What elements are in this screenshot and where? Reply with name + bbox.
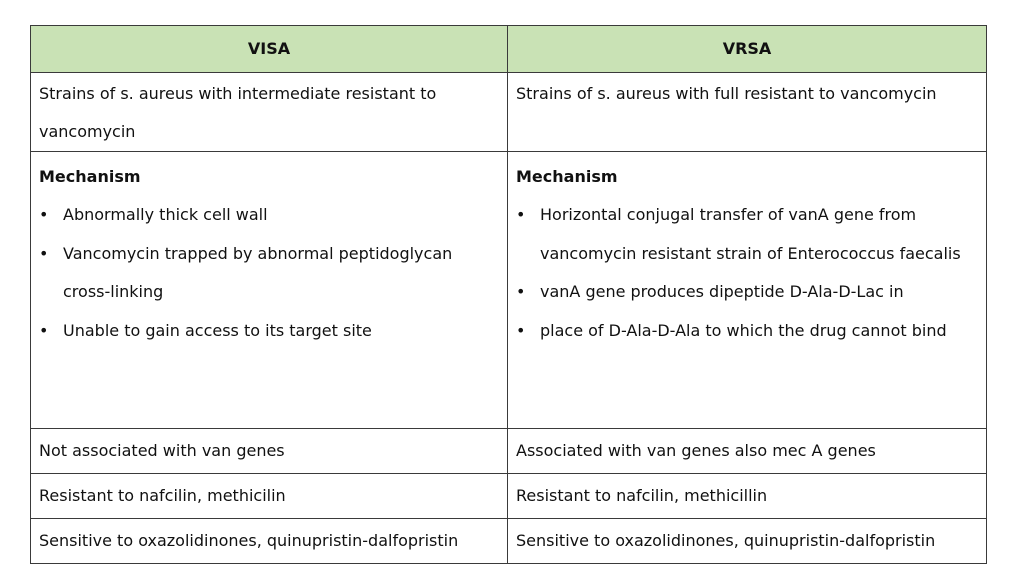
header-visa: VISA xyxy=(31,26,508,73)
cell-vrsa-mechanism xyxy=(508,152,987,429)
table-row-mechanism xyxy=(31,152,987,429)
mechanism-title: Mechanism xyxy=(516,167,618,186)
list-item xyxy=(39,312,499,351)
bullet-icon: • xyxy=(39,205,49,224)
bullet-icon: • xyxy=(39,243,49,263)
mechanism-list-vrsa xyxy=(516,196,978,350)
cell-text: Strains of s. aureus with full resistant to vancomycin xyxy=(516,84,937,103)
cell-visa-van-genes: Not associated with van genes xyxy=(31,429,508,474)
cell-visa-sensitivity: Sensitive to oxazolidinones, quinupristin-dalfopristin xyxy=(31,519,508,564)
bullet-icon: • xyxy=(39,320,49,340)
list-item-text: place of D-Ala-D-Ala to which the drug cannot bind xyxy=(540,320,947,340)
bullet-icon: • xyxy=(516,282,526,301)
list-item xyxy=(39,196,499,235)
cell-visa-resistance: Resistant to nafcilin, methicilin xyxy=(31,474,508,519)
list-item xyxy=(516,312,978,351)
list-item xyxy=(516,196,978,273)
bullet-icon: • xyxy=(516,205,526,224)
mechanism-title: Mechanism xyxy=(39,167,141,186)
cell-vrsa-resistance: Resistant to nafcilin, methicillin xyxy=(508,474,987,519)
table-row-resistance xyxy=(31,474,987,519)
cell-visa-definition xyxy=(31,73,508,152)
cell-vrsa-van-genes: Associated with van genes also mec A genes xyxy=(508,429,987,474)
list-item-text: Vancomycin trapped by abnormal peptidoglycan cross-linking xyxy=(63,243,453,301)
comparison-table-container xyxy=(30,25,986,564)
table-row-van-genes xyxy=(31,429,987,474)
table-row-definition xyxy=(31,73,987,152)
list-item xyxy=(39,235,499,312)
list-item xyxy=(516,273,978,312)
cell-vrsa-definition xyxy=(508,73,987,152)
cell-text: Strains of s. aureus with intermediate resistant to vancomycin xyxy=(39,84,437,141)
cell-vrsa-sensitivity: Sensitive to oxazolidinones, quinupristin-dalfopristin xyxy=(508,519,987,564)
list-item-text: Unable to gain access to its target site xyxy=(63,320,372,340)
bullet-icon: • xyxy=(516,320,526,340)
list-item-text: vanA gene produces dipeptide D-Ala-D-Lac in xyxy=(540,282,904,301)
list-item-text: Horizontal conjugal transfer of vanA gene from vancomycin resistant strain of Enterococcus faecalis xyxy=(540,205,961,263)
list-item-text: Abnormally thick cell wall xyxy=(63,205,268,224)
visa-vrsa-comparison-table xyxy=(30,25,987,564)
mechanism-list-visa xyxy=(39,196,499,350)
header-row xyxy=(31,26,987,73)
table-row-sensitivity xyxy=(31,519,987,564)
header-vrsa: VRSA xyxy=(508,26,987,73)
cell-visa-mechanism xyxy=(31,152,508,429)
